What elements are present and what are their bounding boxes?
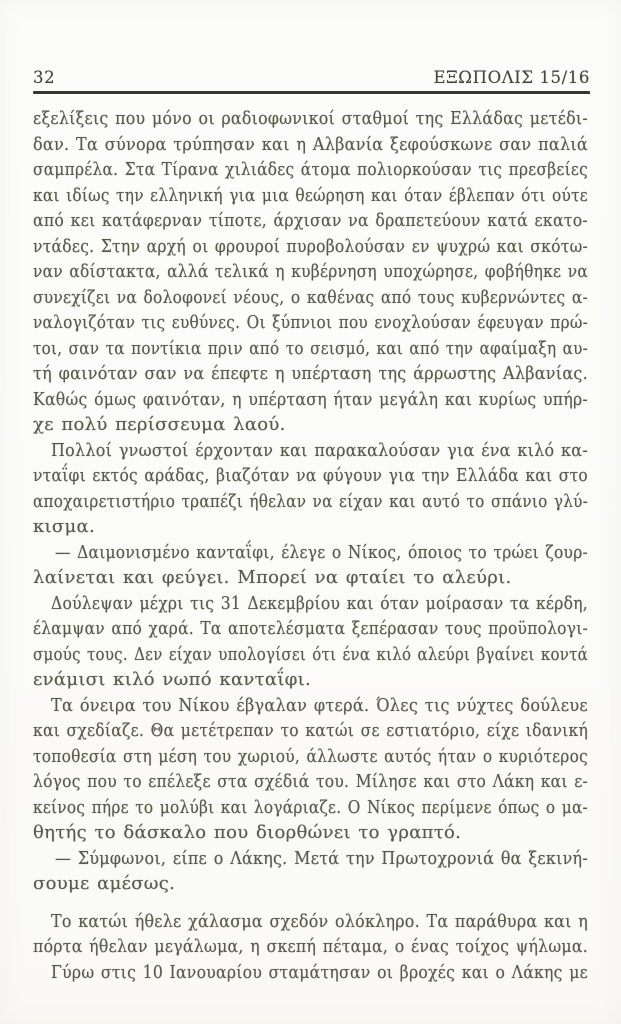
text-line: συνεχίζει να δολοφονεί νέους, ο καθένας από τους κυβερνώντες α-	[33, 286, 588, 308]
text-line: εξελίξεις που μόνο οι ραδιοφωνικοί σταθμοί της Ελλάδας μετέδι-	[33, 108, 588, 129]
text-line: έλαμψαν από χαρά. Τα αποτελέσματα ξεπέρασαν τους προϋπολογι-	[33, 618, 588, 639]
text-line: αποχαιρετιστήριο τραπέζι ήθελαν να είχαν και αυτό το σπάνιο γλύ-	[33, 490, 588, 512]
text-line: ενάμισι κιλό νωπό κανταΐφι.	[33, 669, 312, 690]
paragraph	[33, 591, 588, 693]
text-line: Δούλεψαν μέχρι τις 31 Δεκεμβρίου και όταν μοίρασαν τα κέρδη,	[51, 592, 588, 614]
paragraph	[33, 540, 588, 591]
text-line: Το κατώι ήθελε χάλασμα σχεδόν ολόκληρο. Τα παράθυρα και η	[51, 910, 588, 932]
paragraph	[33, 909, 588, 960]
text-line: — Δαιμονισμένο κανταΐφι, έλεγε ο Νίκος, όποιος το τρώει ζουρ-	[55, 541, 588, 563]
text-line: τοποθεσία στη μέση του χωριού, άλλωστε αυτός ήταν ο κυριότερος	[33, 745, 588, 767]
text-line: θητής το δάσκαλο που διορθώνει το γραπτό.	[33, 822, 462, 843]
text-line: χε πολύ περίσσευμα λαού.	[33, 414, 286, 435]
text-line: νταΐφι εκτός αράδας, βιαζόταν να φύγουν για την Ελλάδα και στο	[33, 465, 588, 486]
paragraph	[33, 960, 588, 986]
text-line: λαίνεται και φεύγει. Μπορεί να φταίει το αλεύρι.	[33, 567, 512, 588]
text-line: Πολλοί γνωστοί έρχονταν και παρακαλούσαν για ένα κιλό κα-	[51, 439, 588, 461]
text-line: ναν αδίστακτα, αλλά τελικά η κυβέρνηση υποχώρησε, φοβήθηκε να	[33, 261, 588, 282]
text-line: Καθώς όμως φαινόταν, η υπέρταση ήταν μεγάλη και κυρίως υπήρ-	[33, 388, 588, 410]
text-block	[33, 106, 588, 985]
text-line: Γύρω στις 10 Ιανουαρίου σταμάτησαν οι βροχές και ο Λάκης με	[51, 961, 588, 983]
page-number: 32	[33, 68, 56, 87]
text-line: σαμπρέλα. Στα Τίρανα χιλιάδες άτομα πολιορκούσαν τις πρεσβείες	[33, 159, 588, 180]
paragraph	[33, 438, 588, 540]
paragraph	[33, 693, 588, 846]
text-line: πόρτα ήθελαν μεγάλωμα, η σκεπή πέταμα, ο ένας τοίχος ψήλωμα.	[33, 936, 588, 957]
text-line: δαν. Τα σύνορα τρύπησαν και η Αλβανία ξεφούσκωνε σαν παλιά	[33, 133, 588, 155]
text-line: από κει κατάφερναν τίποτε, άρχισαν να δραπετεύουν κατά εκατο-	[33, 210, 588, 231]
text-line: κισμα.	[33, 516, 95, 537]
journal-title: ΕΞΩΠΟΛΙΣ 15/16	[433, 68, 590, 87]
text-line: λόγος που το επέλεξε στα σχέδιά του. Μίλησε και στο Λάκη και ε-	[33, 771, 588, 792]
text-line: — Σύμφωνοι, είπε ο Λάκης. Μετά την Πρωτοχρονιά θα ξεκινή-	[55, 847, 588, 869]
text-line: και σχεδίαζε. Θα μετέτρεπαν το κατώι σε εστιατόριο, είχε ιδανική	[33, 720, 588, 741]
text-line: σουμε αμέσως.	[33, 873, 176, 894]
paragraph	[33, 846, 588, 897]
paragraph	[33, 106, 588, 438]
text-line: τοι, σαν τα ποντίκια πριν από το σεισμό, και από την αφαίμαξη αυ-	[33, 337, 588, 359]
text-line: ναλογιζόταν τις ευθύνες. Οι ξύπνιοι που ενοχλούσαν έφευγαν πρώ-	[33, 312, 588, 333]
page-header	[33, 68, 590, 87]
text-line: και ιδίως την ελληνική για μια θεώρηση και όταν έβλεπαν ότι ούτε	[33, 184, 588, 206]
header-rule	[33, 91, 590, 94]
text-line: κείνος πήρε το μολύβι και λογάριαζε. Ο Νίκος περίμενε όπως ο μα-	[33, 796, 588, 818]
text-line: Τα όνειρα του Νίκου έβγαλαν φτερά. Όλες τις νύχτες δούλευε	[51, 694, 588, 716]
text-line: τή φαινόταν σαν να έπεφτε η υπέρταση της άρρωστης Αλβανίας.	[33, 363, 588, 384]
text-line: ντάδες. Στην αρχή οι φρουροί πυροβολούσαν εν ψυχρώ και σκότω-	[33, 235, 588, 257]
text-line: σμούς τους. Δεν είχαν υπολογίσει ότι ένα κιλό αλεύρι βγαίνει κοντά	[33, 643, 588, 665]
